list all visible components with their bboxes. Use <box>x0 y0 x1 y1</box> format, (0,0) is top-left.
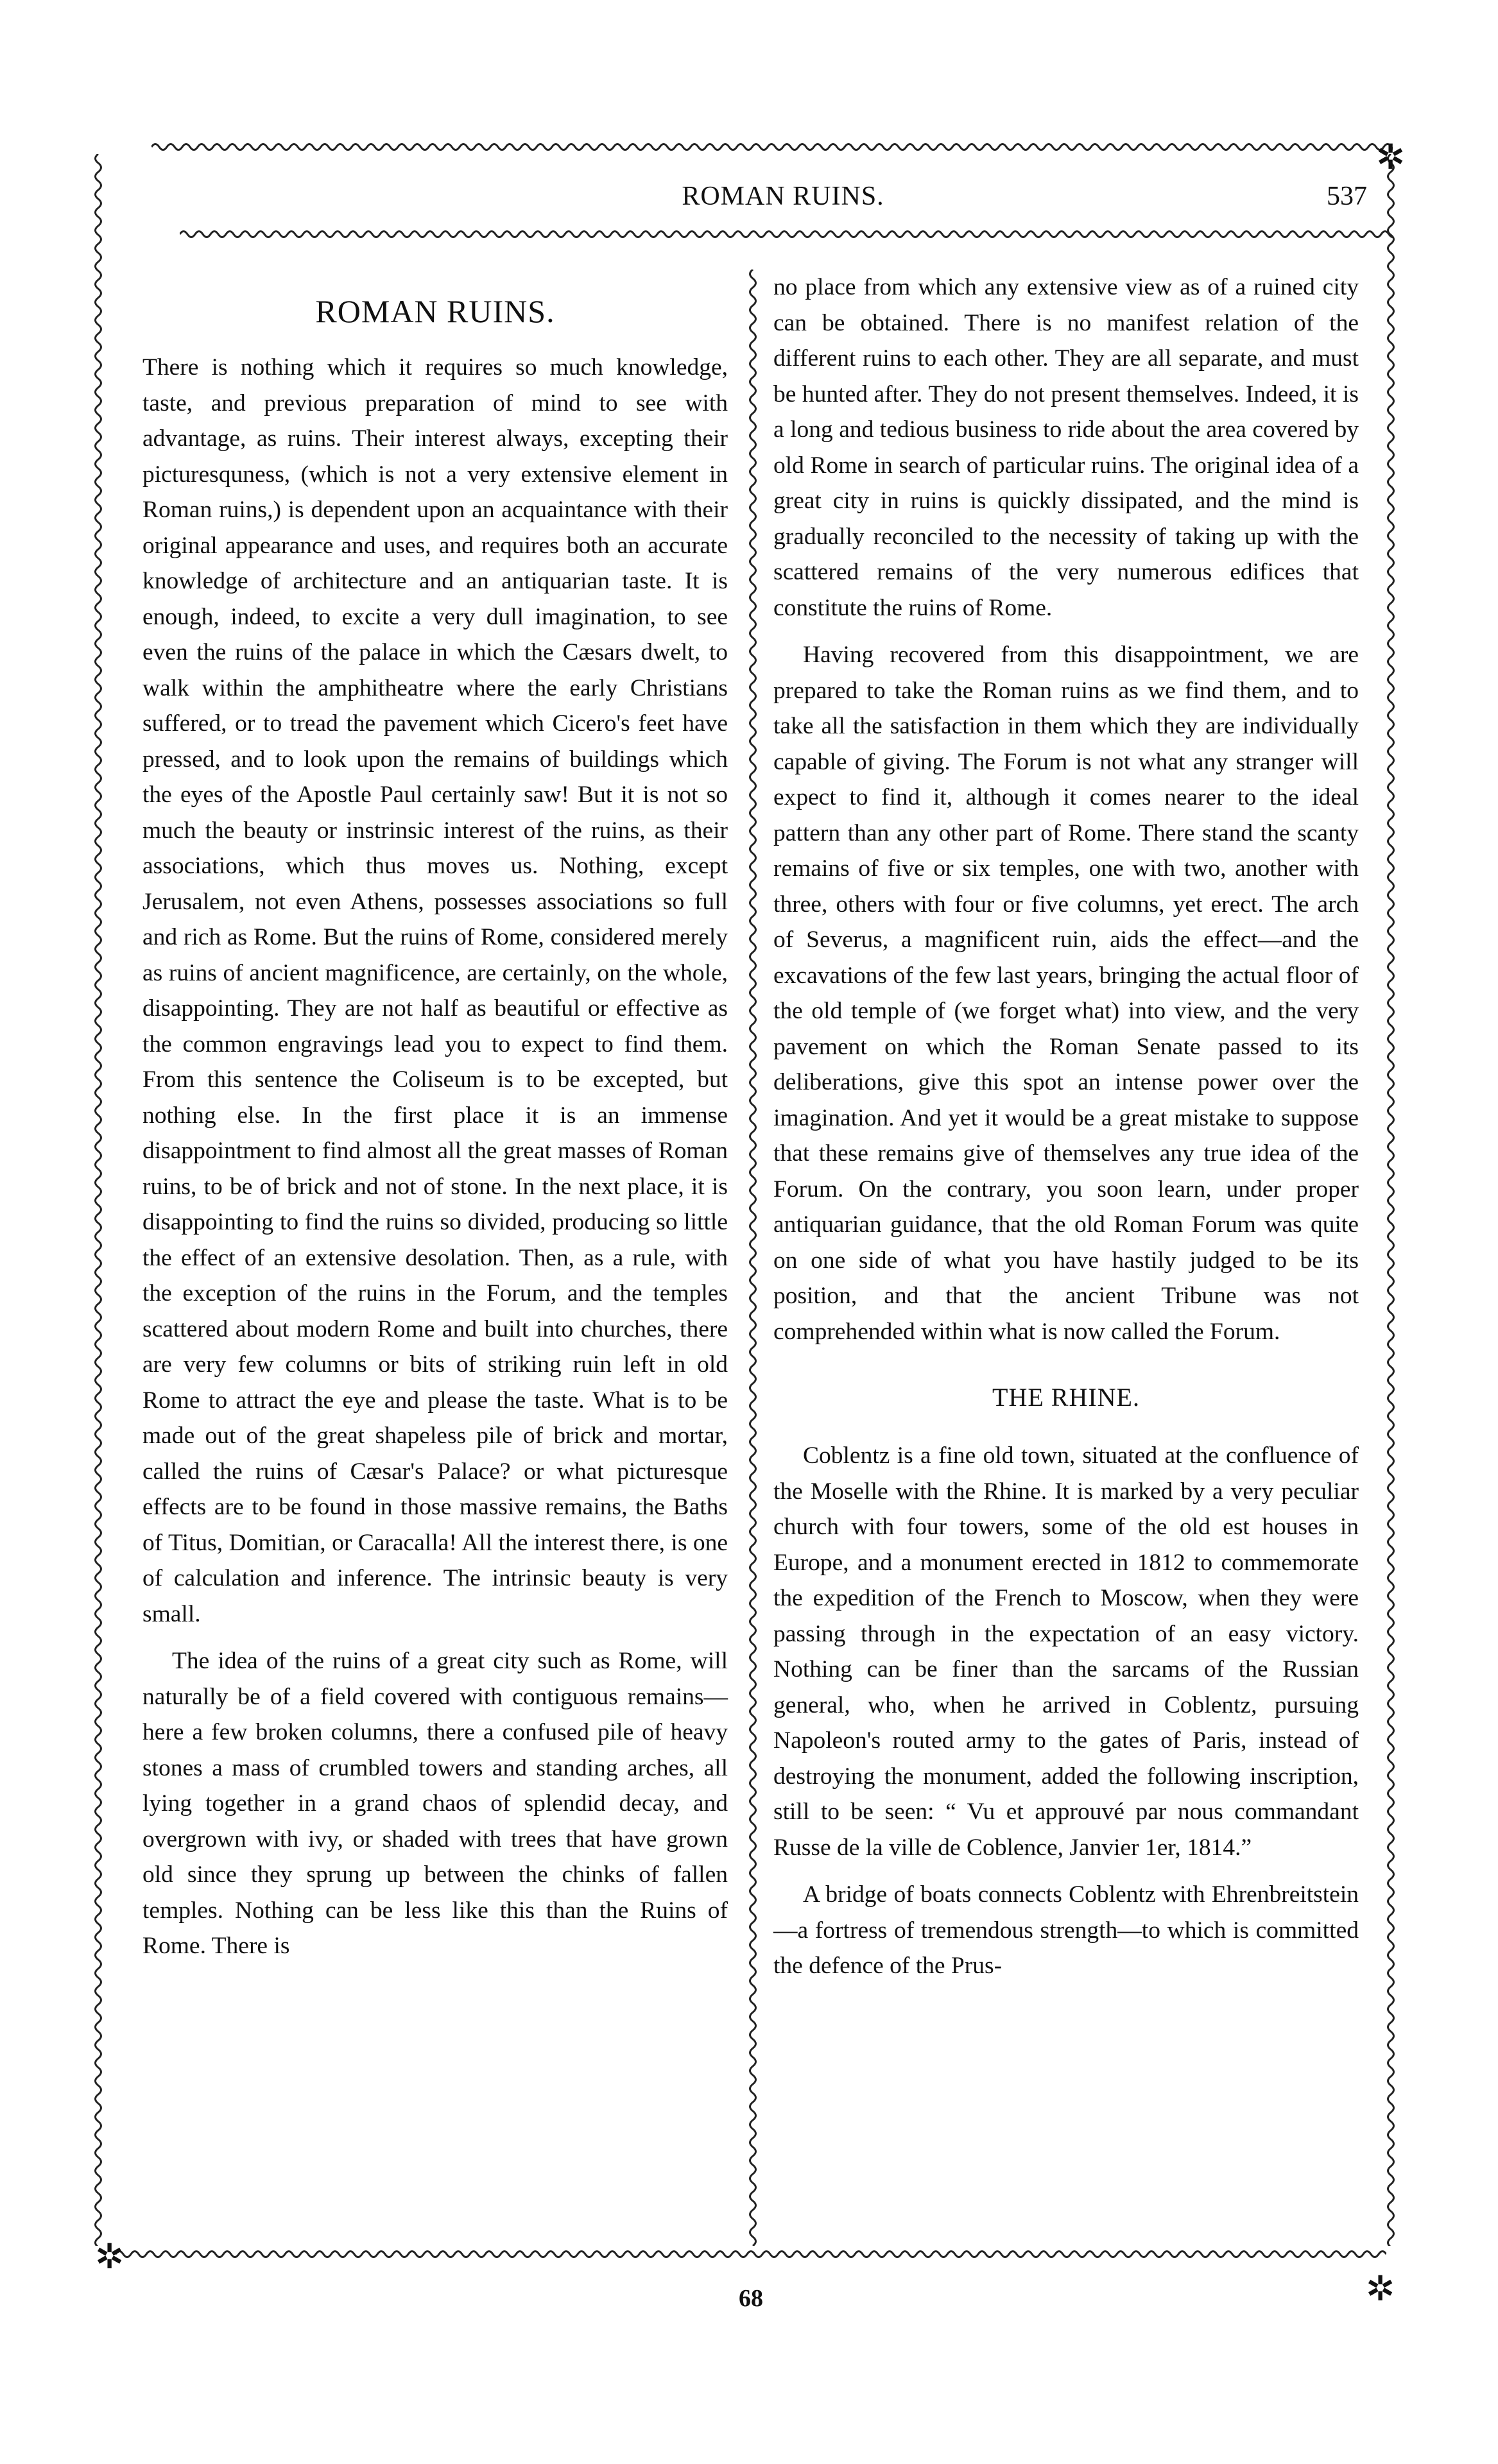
left-column <box>142 292 728 1964</box>
bottom-border-rule <box>116 2246 1386 2263</box>
corner-ornament-bottom-left: ✲ <box>95 2237 125 2276</box>
paragraph: The idea of the ruins of a great city such as Rome, will naturally be of a field covered with contiguous remains—here a few broken columns, there a confused pile of heavy stones a mass of crumbled towers and standing arches, all lying together in a grand chaos of splendid decay, and overgrown with ivy, or shaded with trees that have grown old since they sprung up between the chinks of fallen temples. Nothing can be less like this than the Ruins of Rome. There is <box>142 1648 728 1959</box>
paragraph: There is nothing which it requires so much knowledge, taste, and previous preparation of mind to see with advantage, as ruins. Their interest always, excepting their picturesquness, (which is not a very extensive element in Roman ruins,) is dependent upon an acquaintance with their original appearance and uses, and requires both an accurate knowledge of architecture and an antiquarian taste. It is enough, indeed, to excite a very dull imagination, to see even the ruins of the palace in which the Cæsars dwelt, to walk within the amphitheatre where the early Christians suffered, or to tread the pavement which Cicero's feet have pressed, and to look upon the remains of buildings which the eyes of the Apostle Paul certainly saw! But it is not so much the beauty or instrinsic interest of the ruins, as their associations, which thus moves us. Nothing, except Jerusalem, not even Athens, possesses associations so full and rich as Rome. But the ruins of Rome, considered merely as ruins of ancient magnificence, are certainly, on the whole, disappointing. They are not half as beautiful or effective as the common engravings lead you to expect to find them. From this sentence the Coliseum is to be excepted, but nothing else. In the first place it is an immense disappointment to find almost all the great masses of Roman ruins, to be of brick and not of stone. In the next place, it is disappointing to find the ruins so divided, producing so little the effect of an extensive desolation. Then, as a rule, with the exception of the ruins in the Forum, and the temples scattered about modern Rome and built into churches, there are very few columns or bits of striking ruin left in old Rome to attract the eye and please the taste. What is to be made out of the great shapeless pile of brick and mortar, called the ruins of Cæsar's Palace? or what picturesque effects are to be found in those massive remains, the Baths of Titus, Domitian, or Caracalla! All the interest there, is one of calculation and inference. The intrinsic beauty is very small. <box>142 354 728 1627</box>
paragraph: Having recovered from this disappointment, we are prepared to take the Roman ruins as we find them, and to take all the satisfaction in them which they are individually capable of giving. The Forum is not what any stranger will expect to find it, although it comes nearer to the ideal pattern than any other part of Rome. There stand the scanty remains of five or six temples, one with two, another with three, others with four or five columns, yet erect. The arch of Severus, a magnificent ruin, aids the effect—and the excavations of the few last years, bringing the actual floor of the old temple of (we forget what) into view, and the very pavement on which the Roman Senate passed to its deliberations, give this spot an intense power over the imagination. And yet it would be a great mistake to suppose that these remains give of themselves any true idea of the Forum. On the contrary, you soon learn, under proper antiquarian guidance, that the old Roman Forum was quite on one side of what you have hastily judged to be its position, and that the ancient Tribune was not comprehended within what is now called the Forum. <box>773 642 1359 1345</box>
paragraph: A bridge of boats connects Coblentz with Ehrenbreitstein—a fortress of tremendous strength—to which is committed the defence of the Prus- <box>773 1881 1359 1979</box>
column-divider-rule <box>745 270 761 2246</box>
right-column <box>773 270 1359 1984</box>
left-border-rule <box>90 154 107 2246</box>
article-title-the-rhine: THE RHINE. <box>992 1383 1140 1412</box>
right-border-rule <box>1382 154 1399 2246</box>
corner-ornament-bottom-right: ✲ <box>1366 2270 1395 2308</box>
paragraph: Coblentz is a fine old town, situated at the confluence of the Moselle with the Rhine. It is marked by a very peculiar church with four towers, some of the old est houses in Europe, and a monument erected in 1812 to commemorate the expedition of the French to Moscow, when they were passing through in the expectation of an easy victory. Nothing can be finer than the sarcams of the Russian general, who, when he arrived in Coblentz, pursuing Napoleon's routed army to the gates of Paris, instead of destroying the monument, added the following inscription, still to be seen: “ Vu et approuvé par nous commandant Russe de la ville de Coblence, Janvier 1er, 1814.” <box>773 1442 1359 1861</box>
signature-mark: 68 <box>739 2285 763 2312</box>
corner-ornament-top-right: ✲ <box>1376 138 1406 176</box>
paragraph: no place from which any extensive view as of a ruined city can be obtained. There is no manifest relation of the different ruins to each other. They are all separate, and must be hunted after. They do not present themselves. Indeed, it is a long and tedious business to ride about the area covered by old Rome in search of particular ruins. The original idea of a great city in ruins is quickly dissipated, and the mind is gradually reconciled to the necessity of taking up with the scattered remains of the very numerous edifices that constitute the ruins of Rome. <box>773 274 1359 621</box>
running-head: ROMAN RUINS. <box>682 182 884 211</box>
page-number: 537 <box>1327 182 1367 211</box>
article-title-roman-ruins: ROMAN RUINS. <box>315 293 555 329</box>
top-border-rule <box>151 139 1393 155</box>
header-divider-rule <box>180 226 1393 243</box>
